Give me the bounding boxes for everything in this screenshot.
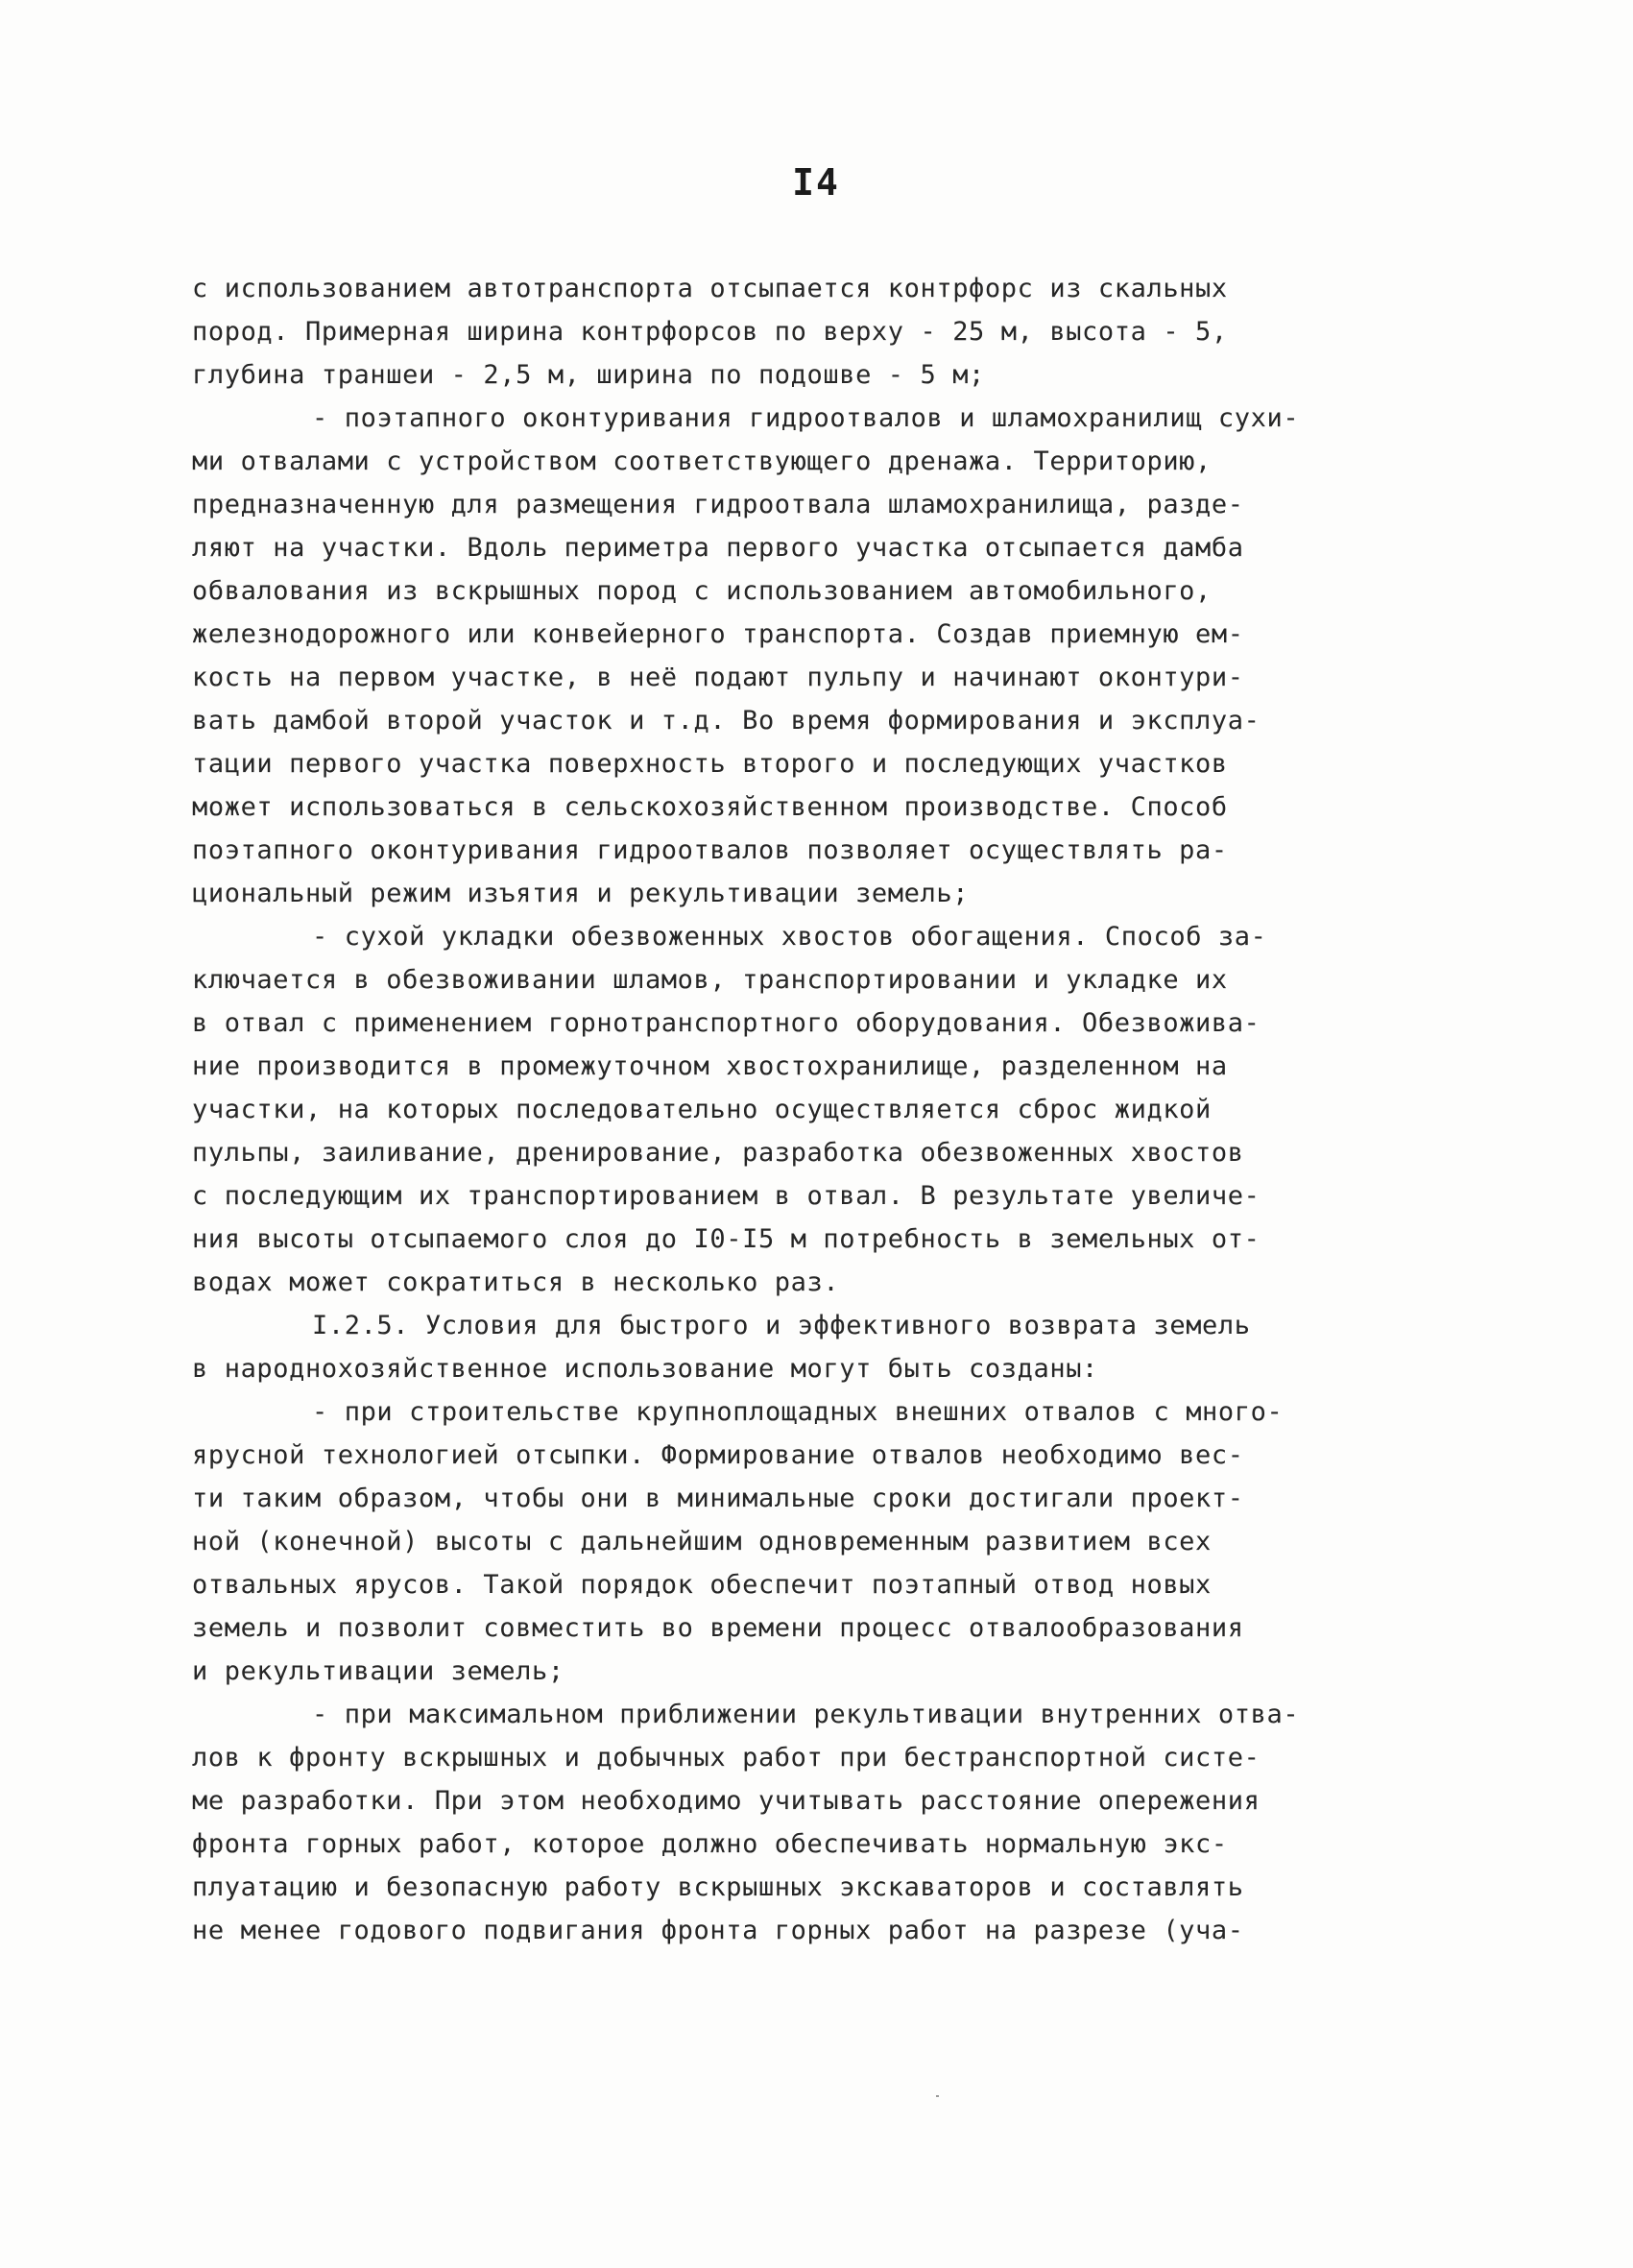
text-line: ключается в обезвоживании шламов, транспортировании и укладке их	[192, 965, 1228, 995]
text-line: не менее годового подвигания фронта горных работ на разрезе (уча-	[192, 1916, 1244, 1945]
text-line: глубина траншеи - 2,5 м, ширина по подошве - 5 м;	[192, 360, 985, 390]
text-line: фронта горных работ, которое должно обеспечивать нормальную экс-	[192, 1829, 1228, 1859]
text-line: участки, на которых последовательно осуществляется сброс жидкой	[192, 1095, 1212, 1124]
text-line: железнодорожного или конвейерного транспорта. Создав приемную ем-	[192, 619, 1244, 649]
scan-speck	[936, 2095, 939, 2097]
text-line: ми отвалами с устройством соответствующего дренажа. Территорию,	[192, 446, 1212, 476]
text-line: - поэтапного оконтуривания гидроотвалов и шламохранилищ сухи-	[312, 403, 1300, 433]
text-line: ние производится в промежуточном хвостохранилище, разделенном на	[192, 1051, 1228, 1081]
text-line: ме разработки. При этом необходимо учитывать расстояние опережения	[192, 1786, 1261, 1816]
text-line: водах может сократиться в несколько раз.	[192, 1267, 840, 1297]
page-number: I4	[792, 161, 840, 204]
text-line: - при строительстве крупноплощадных внешних отвалов с много-	[312, 1397, 1284, 1427]
text-line: с последующим их транспортированием в отвал. В результате увеличе-	[192, 1181, 1261, 1211]
text-line: - сухой укладки обезвоженных хвостов обогащения. Способ за-	[312, 922, 1267, 952]
text-line: поэтапного оконтуривания гидроотвалов позволяет осуществлять ра-	[192, 835, 1228, 865]
text-line: ти таким образом, чтобы они в минимальные сроки достигали проект-	[192, 1484, 1244, 1513]
text-line: вать дамбой второй участок и т.д. Во время формирования и эксплуа-	[192, 706, 1261, 736]
text-line: циональный режим изъятия и рекультивации земель;	[192, 879, 970, 908]
text-line: лов к фронту вскрышных и добычных работ при бестранспортной систе-	[192, 1743, 1261, 1773]
text-line: - при максимальном приближении рекультивации внутренних отва-	[312, 1700, 1300, 1729]
text-line: пород. Примерная ширина контрфорсов по верху - 25 м, высота - 5,	[192, 317, 1228, 347]
text-line: с использованием автотранспорта отсыпается контрфорс из скальных	[192, 274, 1228, 303]
text-line: ния высоты отсыпаемого слоя до I0-I5 м потребность в земельных от-	[192, 1224, 1261, 1254]
text-line: земель и позволит совместить во времени процесс отвалообразования	[192, 1613, 1244, 1643]
text-line: ярусной технологией отсыпки. Формирование отвалов необходимо вес-	[192, 1440, 1244, 1470]
text-line: обвалования из вскрышных пород с использованием автомобильного,	[192, 576, 1212, 606]
text-line: отвальных ярусов. Такой порядок обеспечит поэтапный отвод новых	[192, 1570, 1212, 1600]
body-text	[192, 267, 1440, 1952]
text-line: кость на первом участке, в неё подают пульпу и начинают оконтури-	[192, 663, 1244, 692]
text-line: ляют на участки. Вдоль периметра первого участка отсыпается дамба	[192, 533, 1244, 563]
text-line: и рекультивации земель;	[192, 1656, 564, 1686]
text-line: предназначенную для размещения гидроотвала шламохранилища, разде-	[192, 490, 1244, 519]
text-line: в отвал с применением горнотранспортного оборудования. Обезвожива-	[192, 1008, 1261, 1038]
text-line: пульпы, заиливание, дренирование, разработка обезвоженных хвостов	[192, 1138, 1244, 1168]
text-line: может использоваться в сельскохозяйственном производстве. Способ	[192, 792, 1228, 822]
text-line: плуатацию и безопасную работу вскрышных экскаваторов и составлять	[192, 1872, 1244, 1902]
text-line: тации первого участка поверхность второго и последующих участков	[192, 749, 1228, 779]
text-line: ной (конечной) высоты с дальнейшим одновременным развитием всех	[192, 1527, 1212, 1556]
text-line: I.2.5. Условия для быстрого и эффективного возврата земель	[312, 1311, 1251, 1340]
text-line: в народнохозяйственное использование могут быть созданы:	[192, 1354, 1098, 1384]
